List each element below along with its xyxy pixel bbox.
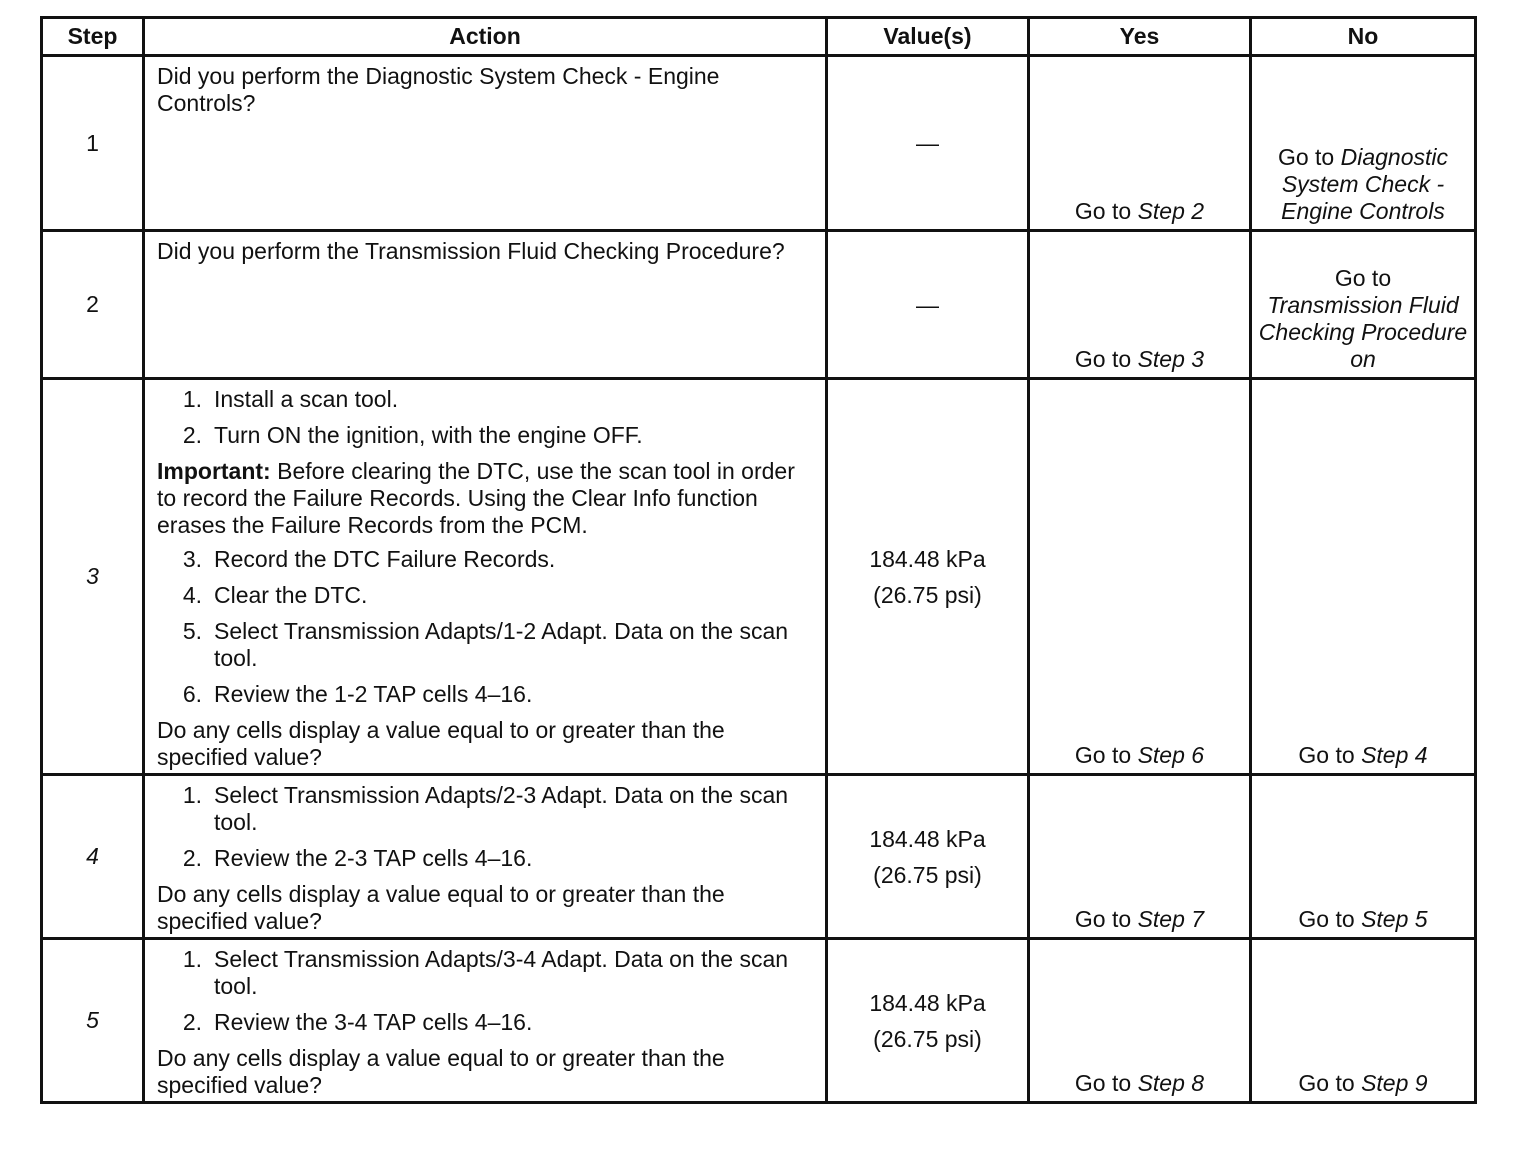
list-item [157, 546, 813, 573]
yes-cell [1029, 939, 1251, 1103]
yes-cell [1029, 56, 1251, 231]
list-item [157, 1009, 813, 1036]
no-text [1252, 265, 1474, 373]
table-row [42, 379, 1476, 775]
table-row [42, 939, 1476, 1103]
action-cell [144, 775, 827, 939]
step-num: 5. [182, 618, 202, 644]
action-question: Do any cells display a value equal to or greater than the specified value? [157, 1045, 725, 1098]
value-psi: (26.75 psi) [873, 1025, 982, 1052]
action-question: Do any cells display a value equal to or greater than the specified value? [157, 717, 725, 770]
step-text: Turn ON the ignition, with the engine OFF. [214, 422, 643, 448]
no-cell [1251, 231, 1476, 379]
no-target: Step 5 [1361, 906, 1428, 932]
step-number: 2 [42, 231, 144, 379]
important-note [157, 458, 813, 539]
action-cell [144, 231, 827, 379]
no-cell [1251, 939, 1476, 1103]
header-no: No [1251, 18, 1476, 56]
value-cell: — [827, 56, 1029, 231]
no-target: Transmission Fluid Checking Procedure on [1258, 292, 1468, 372]
step-num: 3. [182, 546, 202, 572]
yes-prefix: Go to [1074, 742, 1138, 768]
value-cell: — [827, 231, 1029, 379]
header-action: Action [144, 18, 827, 56]
value-kpa: 184.48 kPa [869, 989, 986, 1016]
action-steps [157, 782, 813, 872]
yes-prefix: Go to [1074, 1070, 1138, 1096]
step-num: 2. [182, 845, 202, 871]
list-item [157, 845, 813, 872]
yes-target: Step 7 [1137, 906, 1205, 932]
step-num: 4. [182, 582, 202, 608]
yes-target: Step 2 [1137, 198, 1205, 224]
important-text: Before clearing the DTC, use the scan tool in order to record the Failure Records. Using the Clear Info function erases the Failure Records from the PCM. [157, 458, 795, 538]
step-number: 5 [42, 939, 144, 1103]
diagnostic-table [40, 16, 1477, 1104]
action-question: Did you perform the Transmission Fluid Checking Procedure? [157, 238, 785, 264]
value-kpa: 184.48 kPa [869, 825, 986, 852]
yes-cell [1029, 379, 1251, 775]
header-yes: Yes [1029, 18, 1251, 56]
list-item [157, 782, 813, 836]
no-prefix: Go to [1298, 906, 1362, 932]
action-steps [157, 386, 813, 449]
table-row [42, 56, 1476, 231]
header-values: Value(s) [827, 18, 1029, 56]
step-text: Clear the DTC. [214, 582, 368, 608]
step-number: 4 [42, 775, 144, 939]
step-num: 6. [182, 681, 202, 707]
value-psi: (26.75 psi) [873, 861, 982, 888]
no-target: Step 9 [1361, 1070, 1428, 1096]
step-number: 1 [42, 56, 144, 231]
list-item [157, 946, 813, 1000]
no-prefix: Go to [1298, 742, 1362, 768]
no-target: Step 4 [1361, 742, 1428, 768]
step-text: Review the 1-2 TAP cells 4–16. [214, 681, 533, 707]
step-text: Select Transmission Adapts/1-2 Adapt. Data on the scan tool. [214, 618, 789, 671]
no-cell [1251, 56, 1476, 231]
step-number: 3 [42, 379, 144, 775]
no-prefix: Go to [1334, 265, 1392, 291]
step-text: Review the 2-3 TAP cells 4–16. [214, 845, 533, 871]
action-steps [157, 946, 813, 1036]
yes-target: Step 3 [1137, 346, 1205, 372]
step-text: Select Transmission Adapts/2-3 Adapt. Data on the scan tool. [214, 782, 789, 835]
list-item [157, 618, 813, 672]
value-cell [827, 379, 1029, 775]
no-prefix: Go to [1298, 1070, 1362, 1096]
value-kpa: 184.48 kPa [869, 545, 986, 572]
header-row [42, 18, 1476, 56]
no-target: Diagnostic System Check - Engine Controls [1281, 144, 1449, 224]
no-text [1252, 144, 1474, 225]
list-item [157, 582, 813, 609]
yes-cell [1029, 775, 1251, 939]
header-step: Step [42, 18, 144, 56]
yes-prefix: Go to [1074, 198, 1138, 224]
action-question: Do any cells display a value equal to or greater than the specified value? [157, 881, 725, 934]
list-item [157, 386, 813, 413]
step-num: 1. [182, 946, 202, 972]
action-cell [144, 939, 827, 1103]
action-steps [157, 546, 813, 708]
step-num: 1. [182, 386, 202, 412]
yes-target: Step 8 [1137, 1070, 1205, 1096]
table-row [42, 231, 1476, 379]
value-psi: (26.75 psi) [873, 581, 982, 608]
action-question: Did you perform the Diagnostic System Check - Engine Controls? [157, 63, 720, 116]
value-cell [827, 939, 1029, 1103]
important-label: Important: [157, 458, 271, 484]
list-item [157, 422, 813, 449]
value-cell [827, 775, 1029, 939]
no-cell [1251, 379, 1476, 775]
yes-cell [1029, 231, 1251, 379]
step-text: Record the DTC Failure Records. [214, 546, 556, 572]
table-row [42, 775, 1476, 939]
step-text: Review the 3-4 TAP cells 4–16. [214, 1009, 533, 1035]
step-text: Select Transmission Adapts/3-4 Adapt. Data on the scan tool. [214, 946, 789, 999]
step-num: 1. [182, 782, 202, 808]
yes-prefix: Go to [1074, 346, 1138, 372]
no-cell [1251, 775, 1476, 939]
yes-target: Step 6 [1137, 742, 1205, 768]
action-cell [144, 379, 827, 775]
list-item [157, 681, 813, 708]
step-text: Install a scan tool. [214, 386, 399, 412]
step-num: 2. [182, 422, 202, 448]
action-cell [144, 56, 827, 231]
yes-prefix: Go to [1074, 906, 1138, 932]
step-num: 2. [182, 1009, 202, 1035]
no-prefix: Go to [1277, 144, 1341, 170]
